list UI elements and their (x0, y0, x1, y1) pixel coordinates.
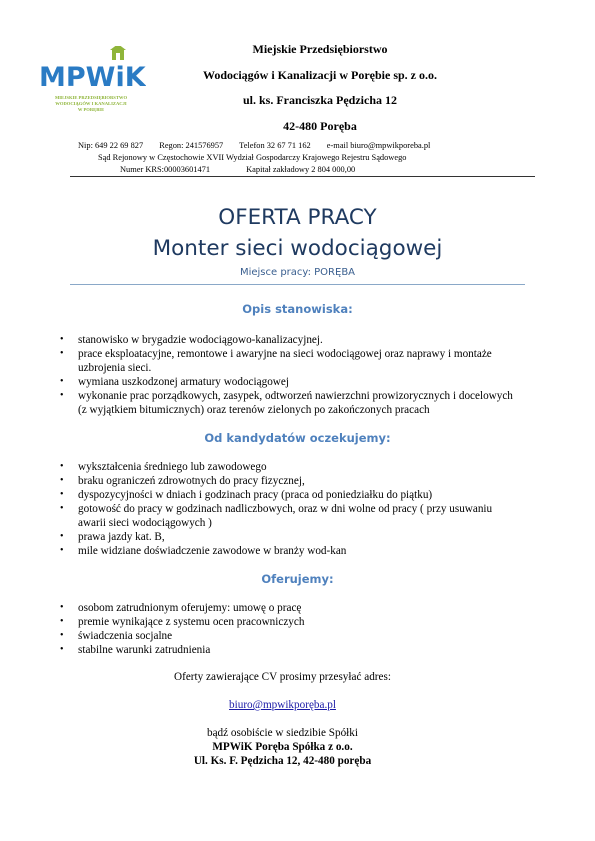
list-item: • świadczenia socjalne (0, 629, 518, 643)
nip-text: Nip: 649 22 69 827 (78, 141, 144, 150)
company-logo (36, 46, 146, 124)
company-name-line2: Wodociągów i Kanalizacji w Porębie sp. z o.o. (203, 68, 437, 82)
company-identifiers (78, 141, 444, 150)
list-item: • wykonanie prac porządkowych, zasypek, odtworzeń nawierzchni prowizorycznych i docelowych (z wyjątkiem bitumicznych) oraz terenów zielonych po zakończonych pracach (0, 389, 518, 417)
company-street: ul. ks. Franciszka Pędzicha 12 (242, 93, 397, 107)
list-item: • stanowisko w brygadzie wodociągowo-kanalizacyjnej. (0, 333, 518, 347)
company-name-line1: Miejskie Przedsiębiorstwo (252, 42, 388, 56)
requirements-heading: Od kandydatów oczekujemy: (204, 431, 391, 445)
footer-address: Ul. Ks. F. Pędzicha 12, 42-480 poręba (193, 755, 372, 767)
krs-text: Numer KRS:00003601471 (120, 165, 211, 174)
benefits-list (0, 601, 518, 657)
logo-wordmark: MPWiK (39, 62, 146, 93)
list-item: • prawa jazdy kat. B, (0, 530, 518, 544)
court-registry-text: Sąd Rejonowy w Częstochowie XVII Wydział Gospodarczy Krajowego Rejestru Sądowego (98, 153, 407, 162)
list-item: • dyspozycyjności w dniach i godzinach pracy (praca od poniedziałku do piątku) (0, 488, 518, 502)
list-item: • braku ograniczeń zdrowotnych do pracy fizycznej, (0, 474, 518, 488)
logo-graphic (36, 46, 146, 96)
benefits-heading: Oferujemy: (261, 572, 334, 586)
list-item: • prace eksploatacyjne, remontowe i awaryjne na sieci wodociągowej oraz naprawy i montaże uzbrojenia sieci. (0, 347, 518, 375)
job-description-list (0, 333, 518, 417)
company-city: 42-480 Poręba (283, 119, 357, 133)
workplace-text: Miejsce pracy: PORĘBA (239, 267, 356, 278)
phone-text: Telefon 32 67 71 162 (239, 141, 311, 150)
list-item: • wykształcenia średniego lub zawodowego (0, 460, 518, 474)
house-icon (110, 46, 126, 60)
regon-text: Regon: 241576957 (159, 141, 224, 150)
position-title: Monter sieci wodociągowej (152, 236, 443, 261)
list-item: • gotowość do pracy w godzinach nadliczbowych, oraz w dni wolne od pracy ( przy usuwaniu awarii sieci wodociągowych ) (0, 502, 518, 530)
requirements-list (0, 460, 518, 558)
list-item: • mile widziane doświadczenie zawodowe w branży wod-kan (0, 544, 518, 558)
title-divider (70, 284, 525, 285)
contact-email-link[interactable]: biuro@mpwikporęba.pl (229, 699, 336, 711)
footer-company-name: MPWiK Poręba Spółka z o.o. (212, 741, 353, 753)
list-item: • stabilne warunki zatrudnienia (0, 643, 518, 657)
list-item: • wymiana uszkodzonej armatury wodociągowej (0, 375, 518, 389)
logo-subtitle: MIEJSKIE PRZEDSIĘBIORSTWO WODOCIĄGÓW I KANALIZACJI W PORĘBIE (54, 95, 128, 112)
list-item: • osobom zatrudnionym oferujemy: umowę o pracę (0, 601, 518, 615)
email-text: e-mail biuro@mpwikporeba.pl (326, 141, 431, 150)
krs-capital-line (120, 165, 389, 174)
capital-text: Kapitał zakładowy 2 804 000,00 (246, 165, 356, 174)
offer-title: OFERTA PRACY (218, 205, 377, 230)
in-person-text: bądź osobiście w siedzibie Spółki (206, 727, 358, 739)
list-item: • premie wynikające z systemu ocen pracowniczych (0, 615, 518, 629)
cv-instruction: Oferty zawierające CV prosimy przesyłać adres: (174, 671, 391, 683)
job-description-heading: Opis stanowiska: (242, 302, 353, 316)
header-divider (70, 176, 535, 177)
